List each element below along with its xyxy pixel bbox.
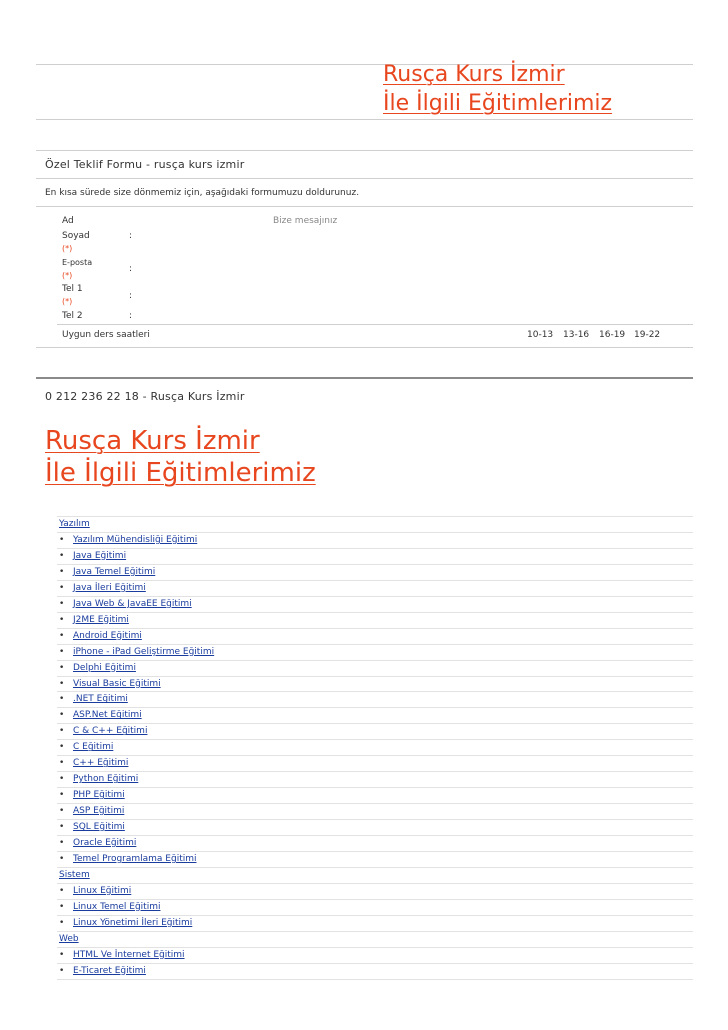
course-link[interactable]: J2ME Eğitimi [73,614,129,625]
bullet-icon: • [59,566,65,577]
course-link[interactable]: Linux Eğitimi [73,885,132,896]
course-link[interactable]: ASP.Net Eğitimi [73,710,142,721]
course-link[interactable]: Temel Programlama Eğitimi [73,853,197,864]
section-title[interactable] [45,425,316,489]
bullet-icon: • [59,662,65,673]
row-divider [57,691,693,692]
course-link[interactable]: Yazılım Mühendisliği Eğitimi [73,534,198,545]
form-fields-divider [57,324,693,325]
bullet-icon: • [59,598,65,609]
row-divider [57,851,693,852]
course-item[interactable] [59,758,128,768]
bullet-icon: • [59,901,65,912]
bullet-icon: • [59,838,65,848]
category-link[interactable]: Yazılım [59,519,90,529]
bullet-icon: • [59,678,65,689]
form-title: Özel Teklif Formu - rusça kurs izmir [45,158,245,171]
section-title-line2[interactable]: İle İlgili Eğitimlerimiz [45,458,316,488]
row-divider [57,883,693,884]
page-title-line1[interactable]: Rusça Kurs İzmir [383,62,565,87]
course-link[interactable]: Android Eğitimi [73,630,142,641]
row-divider [57,628,693,629]
tel1-label: Tel 1 [62,284,83,294]
course-item[interactable] [59,663,136,673]
bullet-icon: • [59,949,65,960]
course-link[interactable]: Linux Yönetimi İleri Eğitimi [73,917,193,928]
bullet-icon: • [59,774,65,785]
time-slot-4[interactable]: 19-22 [634,330,661,340]
row-divider [57,564,693,565]
form-intro: En kısa sürede size dönmemiz için, aşağıdaki formumuzu doldurunuz. [45,188,360,198]
row-divider [57,676,693,677]
bullet-icon: • [59,710,65,721]
bullet-icon: • [59,630,65,641]
title-divider [36,119,693,120]
surname-required-mark: (*) [62,244,73,253]
page-title-line2[interactable]: İle İlgili Eğitimlerimiz [383,91,613,116]
course-item[interactable] [59,583,146,593]
time-slot-3[interactable]: 16-19 [599,330,626,340]
course-item[interactable] [59,822,125,832]
time-slot-1[interactable]: 10-13 [527,330,554,340]
bullet-icon: • [59,758,65,769]
category-link[interactable]: Sistem [59,869,90,880]
course-link[interactable]: Python Eğitimi [73,774,139,785]
row-divider [57,803,693,804]
course-item[interactable] [59,567,155,577]
bullet-icon: • [59,822,65,833]
bullet-icon: • [59,965,65,976]
course-link[interactable]: iPhone - iPad Geliştirme Eğitimi [73,646,215,657]
course-link[interactable]: E-Ticaret Eğitimi [73,965,146,976]
course-item[interactable] [59,551,126,561]
course-link[interactable]: C Eğitimi [73,742,114,753]
form-intro-divider [36,206,693,207]
category-link[interactable]: Web [59,933,79,944]
row-divider [57,707,693,708]
course-item[interactable] [59,694,128,704]
row-divider [57,931,693,932]
row-divider [57,644,693,645]
row-divider [57,979,693,980]
course-link[interactable]: C++ Eğitimi [73,758,129,769]
course-link[interactable]: Java Web & JavaEE Eğitimi [73,598,192,609]
course-link[interactable]: SQL Eğitimi [73,822,125,833]
bullet-icon: • [59,885,65,896]
form-title-divider [36,178,693,179]
bullet-icon: • [59,917,65,928]
course-link[interactable]: PHP Eğitimi [73,790,125,801]
course-link[interactable]: .NET Eğitimi [73,694,128,705]
course-link[interactable]: C & C++ Eğitimi [73,726,148,737]
contact-divider [36,377,693,379]
course-item[interactable] [59,806,124,816]
form-bottom-divider [36,347,693,348]
course-item[interactable] [59,679,161,689]
row-divider [57,771,693,772]
course-link[interactable]: Linux Temel Eğitimi [73,901,161,912]
row-divider [57,915,693,916]
course-item[interactable] [59,535,197,545]
email-label: E-posta [62,258,93,267]
tel1-colon: : [129,291,133,301]
message-label: Bize mesajınız [273,216,338,226]
course-item[interactable] [59,854,197,864]
contact-phone: 0 212 236 22 18 - Rusça Kurs İzmir [45,390,245,403]
course-link[interactable]: Java İleri Eğitimi [73,582,146,593]
bullet-icon: • [59,853,65,864]
row-divider [57,947,693,948]
email-required-mark: (*) [62,271,73,280]
course-item[interactable] [59,966,146,976]
row-divider [57,612,693,613]
course-item[interactable] [59,902,160,912]
course-item[interactable] [59,950,185,960]
name-label: Ad [62,216,74,226]
course-item[interactable] [59,615,129,625]
course-link[interactable]: Java Eğitimi [73,550,127,561]
course-item[interactable] [59,742,113,752]
tel1-required-mark: (*) [62,297,73,306]
bullet-icon: • [59,742,65,753]
tel2-label: Tel 2 [62,311,83,321]
lesson-hours-label: Uygun ders saatleri [62,330,150,340]
row-divider [57,835,693,836]
course-link[interactable]: Visual Basic Eğitimi [73,678,161,689]
row-divider [57,963,693,964]
course-item[interactable] [59,918,192,928]
bullet-icon: • [59,614,65,625]
course-item[interactable] [59,647,214,657]
course-link[interactable]: Java Temel Eğitimi [73,566,156,577]
row-divider [57,787,693,788]
course-item[interactable] [59,726,147,736]
row-divider [57,580,693,581]
bullet-icon: • [59,726,65,737]
course-item[interactable] [59,631,142,641]
course-link[interactable]: HTML Ve İnternet Eğitimi [73,949,185,960]
row-divider [57,899,693,900]
course-link[interactable]: Oracle Eğitimi [73,838,137,848]
bullet-icon: • [59,534,65,545]
bullet-icon: • [59,806,65,817]
course-item[interactable] [59,838,136,848]
section-title-line1[interactable]: Rusça Kurs İzmir [45,426,260,456]
course-item[interactable] [59,774,138,784]
row-divider [57,532,693,533]
email-colon: : [129,264,133,274]
course-link[interactable]: Delphi Eğitimi [73,662,136,673]
row-divider [57,739,693,740]
form-top-divider [36,150,693,151]
row-divider [57,660,693,661]
row-divider [57,516,693,517]
row-divider [57,755,693,756]
surname-label: Soyad [62,231,90,241]
bullet-icon: • [59,646,65,657]
bullet-icon: • [59,694,65,705]
page-title[interactable] [383,60,612,118]
bullet-icon: • [59,582,65,593]
bullet-icon: • [59,550,65,561]
course-item[interactable] [59,886,131,896]
row-divider [57,723,693,724]
row-divider [57,548,693,549]
tel2-colon: : [129,311,133,321]
surname-colon: : [129,231,133,241]
course-item[interactable] [59,710,142,720]
course-link[interactable]: ASP Eğitimi [73,806,125,817]
course-item[interactable] [59,599,192,609]
row-divider [57,819,693,820]
course-item[interactable] [59,790,125,800]
bullet-icon: • [59,790,65,801]
row-divider [57,596,693,597]
row-divider [57,867,693,868]
time-slot-2[interactable]: 13-16 [563,330,590,340]
